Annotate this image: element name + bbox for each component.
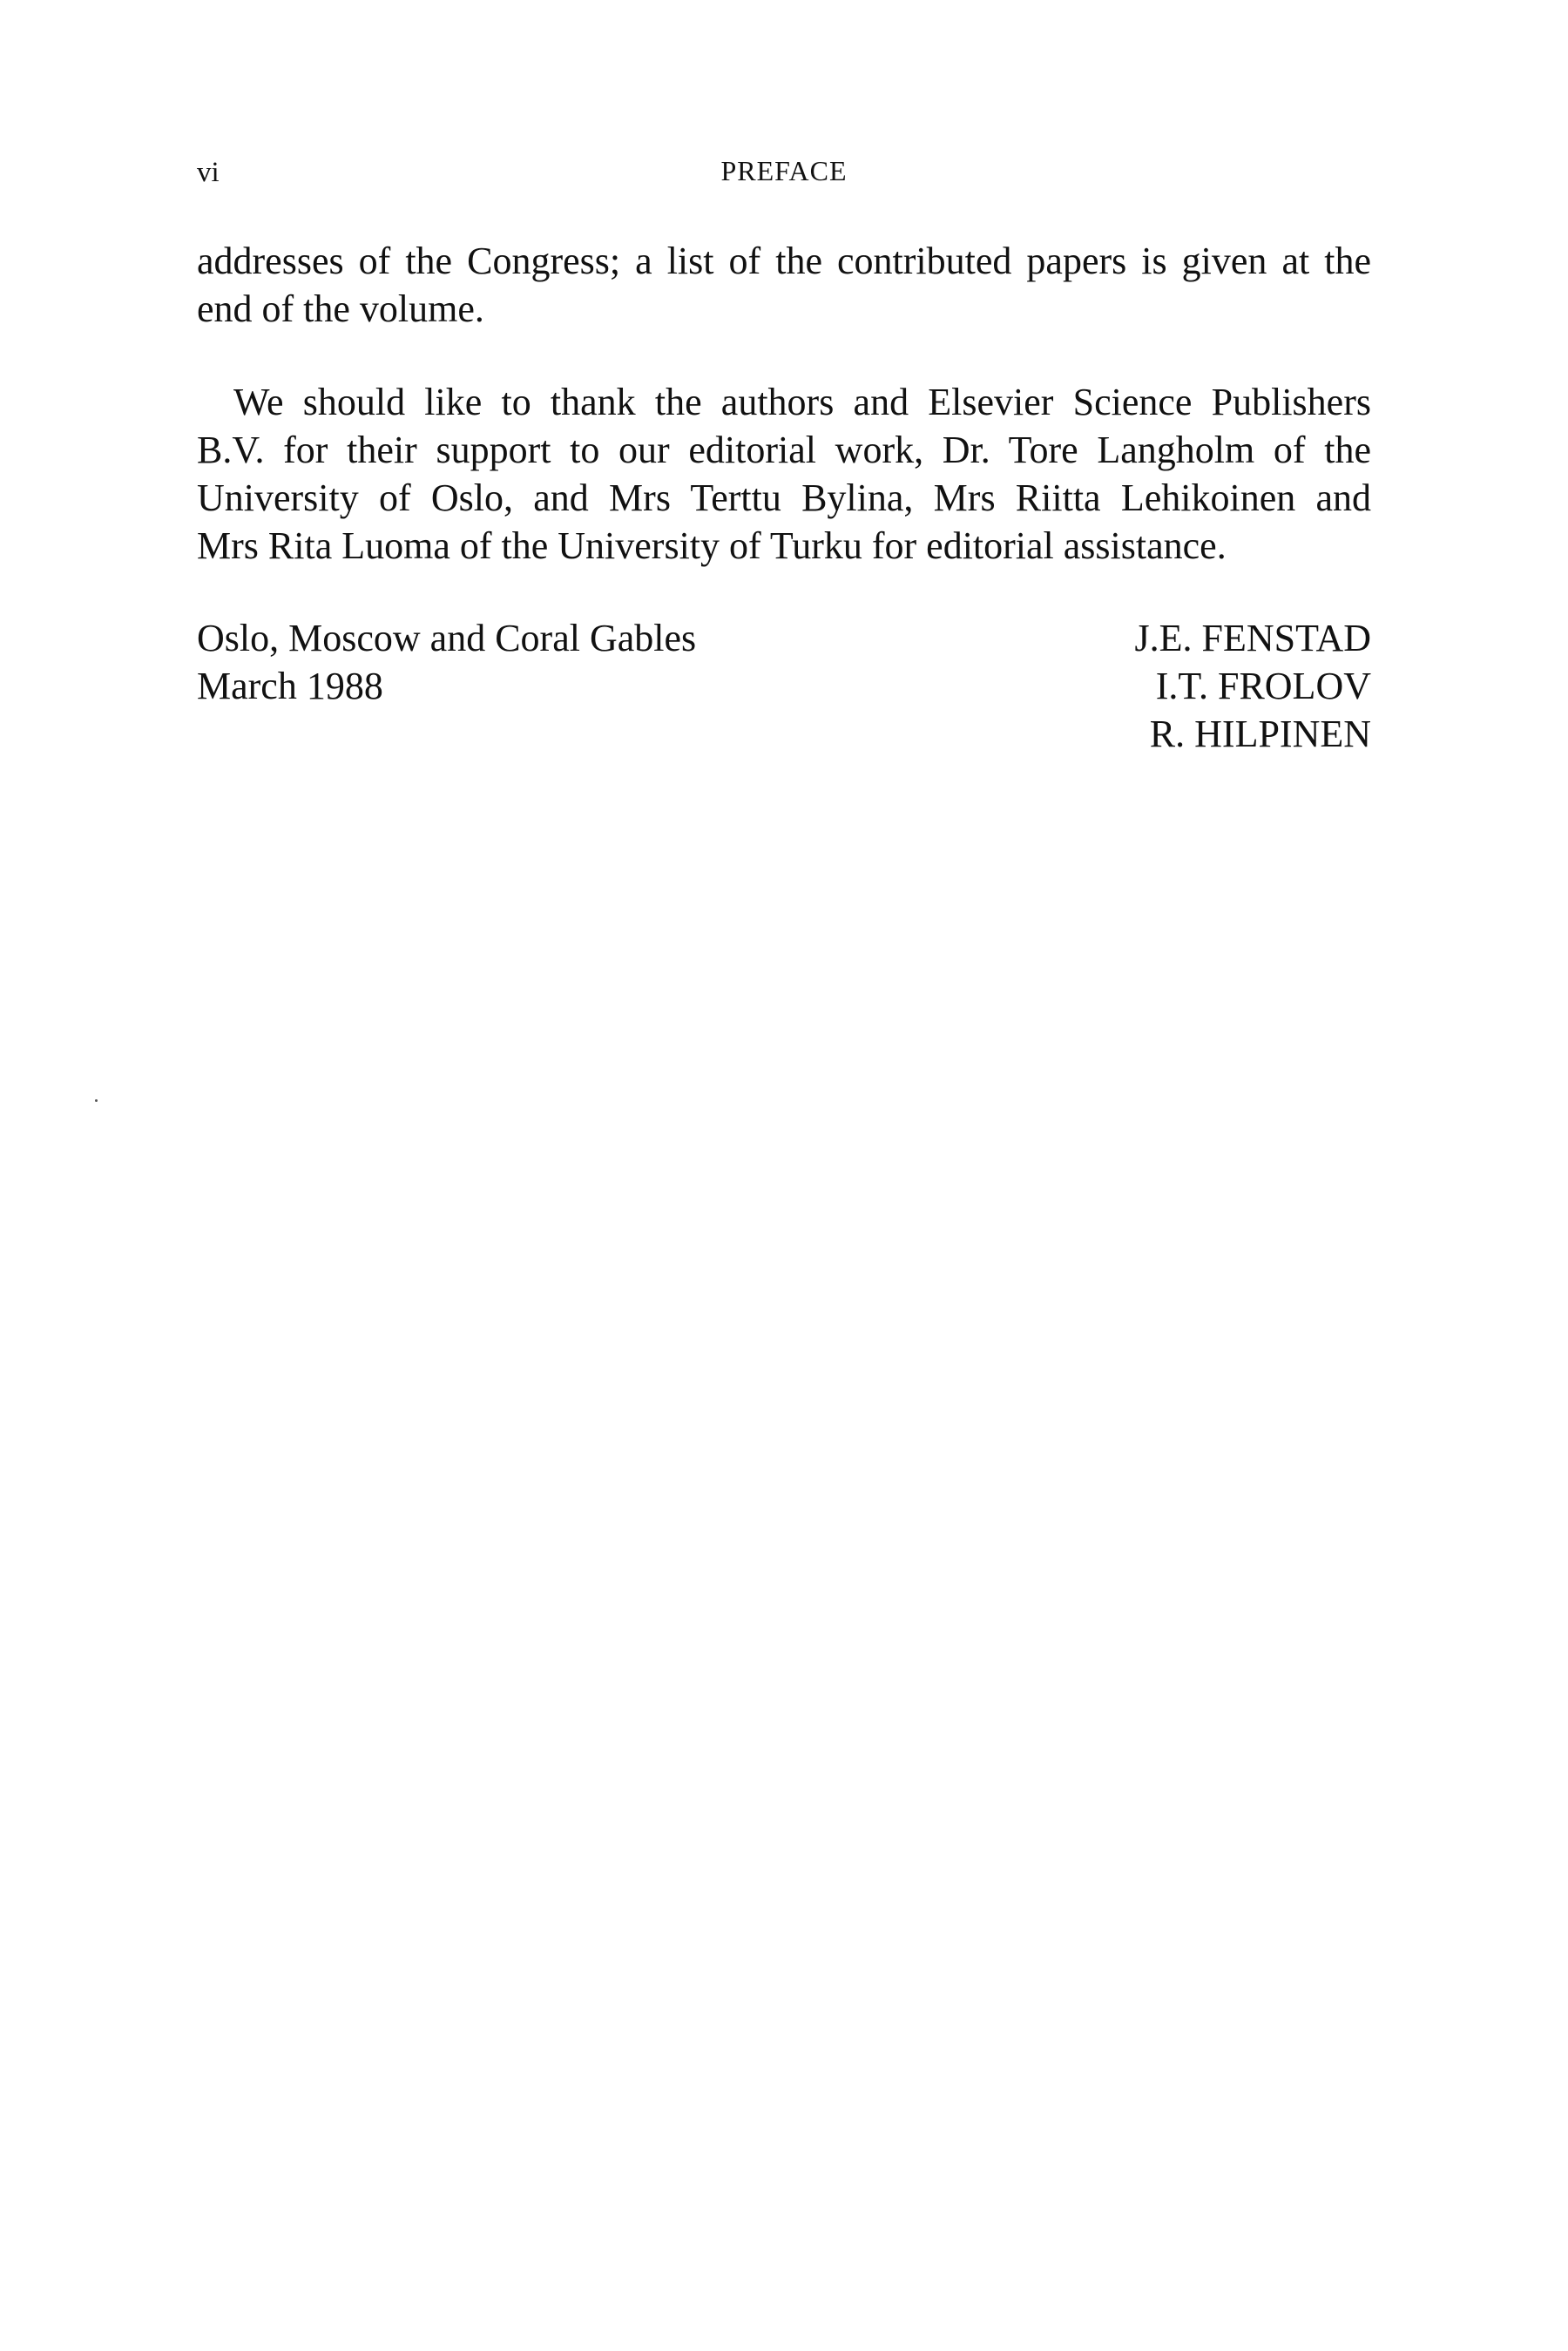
place: Oslo, Moscow and Coral Gables bbox=[197, 617, 697, 659]
paragraph-line: B.V. for their support to our editorial work, Dr. Tore Langholm of the bbox=[197, 429, 1371, 471]
signatories bbox=[1135, 614, 1372, 758]
paragraph-continued bbox=[197, 237, 1371, 333]
date: March 1988 bbox=[197, 665, 383, 707]
signatory: R. HILPINEN bbox=[1149, 713, 1371, 755]
place-and-date bbox=[197, 614, 696, 710]
paragraph-line: end of the volume. bbox=[197, 287, 484, 330]
page-number: vi bbox=[197, 157, 220, 188]
paragraph-line: University of Oslo, and Mrs Terttu Bylina, Mrs Riitta Lehikoinen and bbox=[197, 476, 1371, 519]
scan-speck bbox=[95, 1099, 98, 1102]
paragraph-line: We should like to thank the authors and Elsevier Science Publishers bbox=[233, 381, 1371, 423]
paragraph-acknowledgements bbox=[197, 378, 1371, 570]
paragraph-line: addresses of the Congress; a list of the contributed papers is given at the bbox=[197, 240, 1371, 282]
running-title: PREFACE bbox=[720, 155, 848, 186]
paragraph-line: Mrs Rita Luoma of the University of Turku for editorial assistance. bbox=[197, 524, 1227, 567]
signatory: J.E. FENSTAD bbox=[1134, 617, 1371, 659]
signatory: I.T. FROLOV bbox=[1155, 665, 1371, 707]
